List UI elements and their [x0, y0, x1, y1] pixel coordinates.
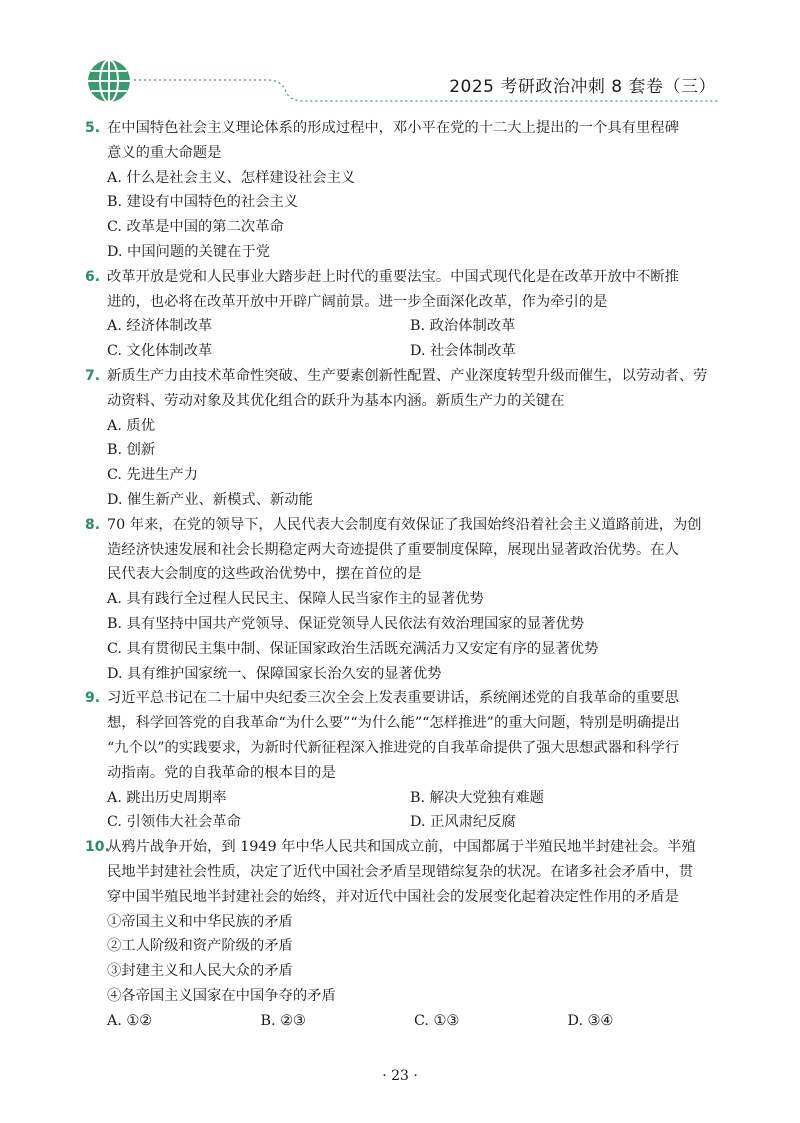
stem-line: 70 年来，在党的领导下，人民代表大会制度有效保证了我国始终沿着社会主义道路前进，为创 — [107, 516, 702, 533]
stem-line: 动指南。党的自我革命的根本目的是 — [107, 764, 336, 781]
option-a: A. 什么是社会主义、怎样建设社会主义 — [107, 169, 356, 186]
question-stem — [85, 116, 721, 166]
statement-item: ④各帝国主义国家在中国争夺的矛盾 — [107, 987, 336, 1004]
stem-line: “九个以”的实践要求，为新时代新征程深入推进党的自我革命提供了强大思想武器和科学行 — [107, 739, 680, 756]
question-number: 7. — [85, 367, 101, 384]
stem-line: 动资料、劳动对象及其优化组合的跃升为基本内涵。新质生产力的关键在 — [107, 392, 565, 409]
stem-line: 意义的重大命题是 — [107, 144, 222, 161]
option-row — [107, 810, 721, 835]
statement-item: ③封建主义和人民大众的矛盾 — [107, 963, 293, 980]
option-row — [107, 1009, 721, 1034]
option-c: C. 具有贯彻民主集中制、保证国家政治生活既充满活力又安定有序的显著优势 — [107, 640, 599, 657]
option-d: D. 中国问题的关键在于党 — [107, 243, 271, 260]
question-number: 10. — [85, 839, 110, 856]
option-row — [107, 314, 721, 339]
header-title: 2025 考研政治冲刺 8 套卷（三） — [449, 77, 716, 97]
option-c: C. 先进生产力 — [107, 467, 199, 484]
stem-line: 穿中国半殖民地半封建社会的始终，并对近代中国社会的发展变化起着决定性作用的矛盾是 — [107, 888, 679, 905]
option-a: A. ①② — [107, 1012, 153, 1029]
option-d: D. 具有维护国家统一、保障国家长治久安的显著优势 — [107, 665, 442, 682]
stem-line: 改革开放是党和人民事业大踏步赶上时代的重要法宝。中国式现代化是在改革开放中不断推 — [107, 268, 679, 285]
question-stem — [85, 265, 721, 315]
page-number: · 23 · — [382, 1068, 418, 1084]
option-a: A. 具有践行全过程人民民主、保障人民当家作主的显著优势 — [107, 591, 484, 608]
option-d: D. 正风肃纪反腐 — [410, 814, 516, 831]
question-number: 8. — [85, 516, 101, 533]
question-stem — [85, 513, 721, 587]
option-d: D. ③④ — [567, 1012, 614, 1029]
option-b: B. 具有坚持中国共产党领导、保证党领导人民依法有效治理国家的显著优势 — [107, 615, 585, 632]
stem-line: 想，科学回答党的自我革命“为什么要”“为什么能”“怎样推进”的重大问题，特别是明确提出 — [107, 715, 680, 732]
option-c: C. 改革是中国的第二次革命 — [107, 219, 284, 236]
question-7 — [85, 364, 721, 513]
stem-line: 进的，也必将在改革开放中开辟广阔前景。进一步全面深化改革，作为牵引的是 — [107, 293, 608, 310]
question-10 — [85, 835, 721, 1033]
option-d: D. 社会体制改革 — [410, 343, 516, 360]
question-number: 6. — [85, 268, 101, 285]
option-c: C. 引领伟大社会革命 — [107, 814, 241, 831]
question-number: 9. — [85, 690, 101, 707]
option-a: A. 经济体制改革 — [107, 318, 213, 335]
stem-line: 习近平总书记在二十届中央纪委三次全会上发表重要讲话，系统阐述党的自我革命的重要思 — [107, 690, 679, 707]
globe-logo-icon — [86, 58, 132, 104]
statement-item: ②工人阶级和资产阶级的矛盾 — [107, 938, 293, 955]
option-a: A. 质优 — [107, 417, 156, 434]
stem-line: 在中国特色社会主义理论体系的形成过程中，邓小平在党的十二大上提出的一个具有里程碑 — [107, 120, 679, 136]
option-a: A. 跳出历史周期率 — [107, 789, 227, 806]
option-d: D. 催生新产业、新模式、新动能 — [107, 491, 313, 508]
question-stem — [85, 364, 721, 414]
question-stem — [85, 686, 721, 785]
option-b: B. 政治体制改革 — [410, 318, 516, 335]
option-b: B. 建设有中国特色的社会主义 — [107, 194, 299, 211]
question-number: 5. — [85, 120, 101, 136]
option-row — [107, 786, 721, 811]
stem-line: 民地半封建社会性质，决定了近代中国社会矛盾呈现错综复杂的状况。在诸多社会矛盾中，贯 — [107, 863, 694, 880]
option-c: C. ①③ — [414, 1012, 460, 1029]
question-list — [85, 116, 721, 1033]
stem-line: 新质生产力由技术革命性突破、生产要素创新性配置、产业深度转型升级而催生，以劳动者、劳 — [107, 367, 708, 384]
question-stem — [85, 835, 721, 909]
option-c: C. 文化体制改革 — [107, 343, 213, 360]
statement-item: ①帝国主义和中华民族的矛盾 — [107, 913, 293, 930]
option-b: B. 创新 — [107, 442, 156, 459]
question-8 — [85, 513, 721, 687]
stem-line: 从鸦片战争开始，到 1949 年中华人民共和国成立前，中国都属于半殖民地半封建社会。半殖 — [107, 839, 696, 856]
option-row — [107, 339, 721, 364]
option-b: B. 解决大党独有难题 — [410, 789, 544, 806]
stem-line: 造经济快速发展和社会长期稳定两大奇迹提供了重要制度保障，展现出显著政治优势。在人 — [107, 541, 679, 558]
page-header — [0, 0, 800, 110]
question-9 — [85, 686, 721, 835]
question-5 — [85, 116, 721, 265]
question-6 — [85, 265, 721, 364]
option-b: B. ②③ — [260, 1012, 306, 1029]
stem-line: 民代表大会制度的这些政治优势中，摆在首位的是 — [107, 566, 422, 583]
